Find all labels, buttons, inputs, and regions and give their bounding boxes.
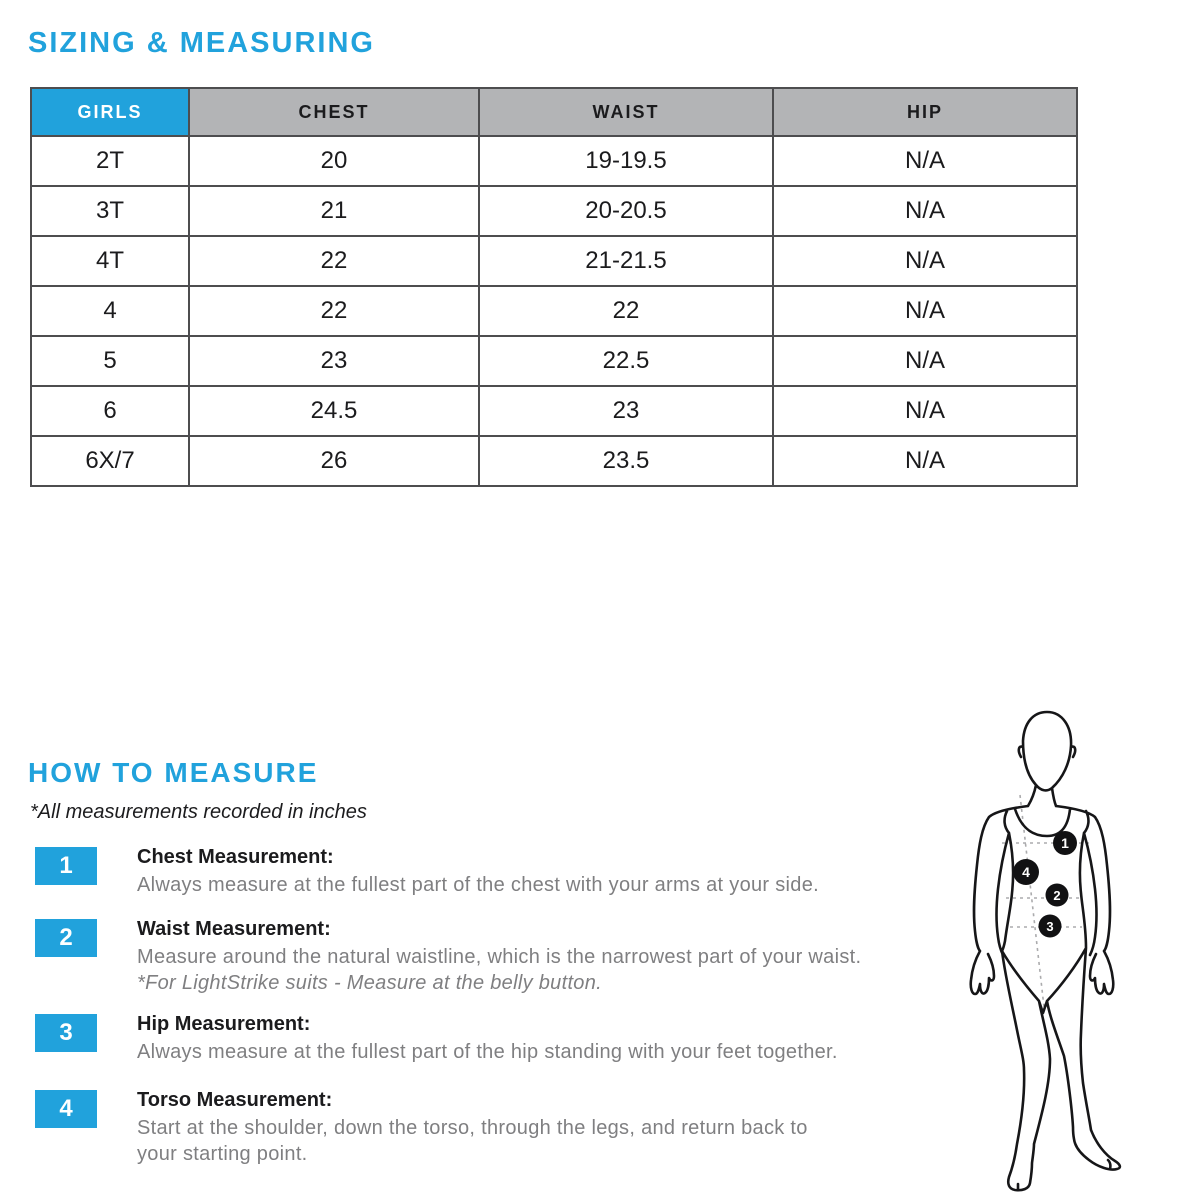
cell-hip: N/A (773, 436, 1077, 486)
cell-hip: N/A (773, 336, 1077, 386)
cell-hip: N/A (773, 386, 1077, 436)
step-chest (35, 845, 1045, 898)
step-number-badge: 4 (35, 1090, 97, 1128)
cell-waist: 22 (479, 286, 773, 336)
size-table-header-row (31, 88, 1077, 136)
step-text (137, 845, 819, 898)
table-row (31, 236, 1077, 286)
step-title: Waist Measurement: (137, 918, 331, 940)
cell-hip: N/A (773, 186, 1077, 236)
measurements-note: *All measurements recorded in inches (30, 801, 367, 823)
cell-waist: 22.5 (479, 336, 773, 386)
step-text (137, 1088, 808, 1167)
body-measurement-diagram (960, 703, 1185, 1198)
cell-waist: 21-21.5 (479, 236, 773, 286)
cell-waist: 23 (479, 386, 773, 436)
cell-chest: 26 (189, 436, 479, 486)
measurement-steps (35, 845, 1045, 1175)
how-to-measure-heading: HOW TO MEASURE (28, 757, 319, 788)
table-row (31, 436, 1077, 486)
body-figure-svg (960, 703, 1185, 1198)
page-title: SIZING & MEASURING (28, 27, 375, 59)
step-text (137, 917, 861, 996)
step-description-line2: your starting point. (137, 1143, 308, 1165)
step-hip (35, 1012, 1045, 1065)
step-title: Torso Measurement: (137, 1089, 333, 1111)
step-torso (35, 1088, 1045, 1167)
column-header-girls: GIRLS (31, 88, 189, 136)
cell-size: 4T (31, 236, 189, 286)
marker-hip (1039, 915, 1062, 938)
cell-chest: 20 (189, 136, 479, 186)
cell-waist: 19-19.5 (479, 136, 773, 186)
table-row (31, 336, 1077, 386)
step-description: Measure around the natural waistline, which is the narrowest part of your waist. (137, 946, 862, 968)
marker-chest (1053, 831, 1077, 855)
step-description: Always measure at the fullest part of the chest with your arms at your side. (137, 874, 819, 896)
table-row (31, 186, 1077, 236)
cell-chest: 24.5 (189, 386, 479, 436)
cell-chest: 22 (189, 286, 479, 336)
marker-torso-label: 4 (1022, 864, 1030, 880)
step-description: Start at the shoulder, down the torso, through the legs, and return back to (137, 1117, 808, 1139)
cell-size: 3T (31, 186, 189, 236)
column-header-waist: WAIST (479, 88, 773, 136)
cell-hip: N/A (773, 236, 1077, 286)
cell-chest: 23 (189, 336, 479, 386)
step-text (137, 1012, 838, 1065)
cell-size: 6X/7 (31, 436, 189, 486)
step-title: Hip Measurement: (137, 1013, 311, 1035)
cell-waist: 20-20.5 (479, 186, 773, 236)
step-title: Chest Measurement: (137, 846, 334, 868)
step-number-badge: 3 (35, 1014, 97, 1052)
cell-chest: 21 (189, 186, 479, 236)
measurement-guide-lines (1002, 795, 1090, 1007)
marker-torso (1013, 859, 1039, 885)
column-header-hip: HIP (773, 88, 1077, 136)
cell-chest: 22 (189, 236, 479, 286)
marker-waist-label: 2 (1053, 888, 1061, 903)
cell-waist: 23.5 (479, 436, 773, 486)
cell-size: 4 (31, 286, 189, 336)
cell-hip: N/A (773, 286, 1077, 336)
step-number-badge: 2 (35, 919, 97, 957)
size-table (30, 87, 1078, 487)
step-waist (35, 917, 1045, 996)
column-header-chest: CHEST (189, 88, 479, 136)
cell-size: 2T (31, 136, 189, 186)
table-row (31, 136, 1077, 186)
cell-hip: N/A (773, 136, 1077, 186)
cell-size: 5 (31, 336, 189, 386)
step-description: Always measure at the fullest part of the hip standing with your feet together. (137, 1041, 838, 1063)
step-lightstrike-note: *For LightStrike suits - Measure at the belly button. (137, 972, 603, 994)
step-number-badge: 1 (35, 847, 97, 885)
body-outline (971, 712, 1120, 1190)
marker-chest-label: 1 (1061, 835, 1069, 851)
marker-hip-label: 3 (1046, 919, 1054, 934)
marker-waist (1046, 884, 1069, 907)
table-row (31, 386, 1077, 436)
cell-size: 6 (31, 386, 189, 436)
table-row (31, 286, 1077, 336)
